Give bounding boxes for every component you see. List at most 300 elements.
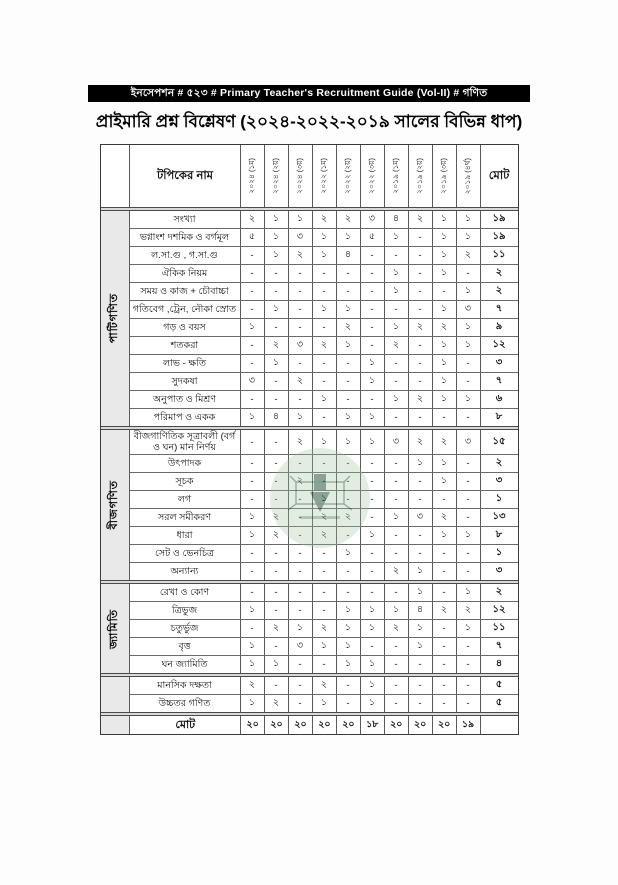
count-cell: ১ [409,620,433,637]
topic-cell: সরল সমীকরণ [130,509,241,526]
count-cell: - [409,265,433,282]
count-cell: - [409,491,433,508]
table-row [130,527,518,545]
count-cell: - [433,584,457,601]
grand-total-cell: ২০ [433,716,457,734]
count-cell: - [337,265,361,282]
count-cell: ১ [433,527,457,544]
count-cell: ২ [457,602,481,619]
topic-cell: ঐকিক নিয়ম [130,265,241,282]
count-cell: ২ [433,319,457,336]
count-cell: - [409,695,433,712]
count-cell: ২ [313,620,337,637]
count-cell: ১ [265,229,289,246]
count-cell: ১ [337,602,361,619]
count-cell: ১ [457,319,481,336]
count-cell: - [241,430,265,454]
count-cell: ১ [385,319,409,336]
count-cell: - [433,638,457,655]
count-cell: - [457,677,481,694]
count-cell: - [313,602,337,619]
count-cell: - [433,491,457,508]
topic-cell: গড় ও বয়স [130,319,241,336]
column-header [361,145,385,207]
count-cell: ১ [289,211,313,228]
count-cell: - [265,584,289,601]
table-row [130,283,518,301]
count-cell: ১ [361,527,385,544]
count-cell: - [361,584,385,601]
topic-cell: চতুর্ভুজ [130,620,241,637]
count-cell: - [289,656,313,673]
corner-cell [101,145,131,207]
count-cell: - [337,677,361,694]
count-cell: ১ [361,695,385,712]
analysis-table [100,144,519,735]
count-cell: ১ [265,247,289,264]
count-cell: ২ [289,473,313,490]
topic-cell: লগ [130,491,241,508]
table-row [130,455,518,473]
count-cell: - [265,265,289,282]
row-total-cell: ১১ [492,249,506,260]
count-cell: ১ [361,355,385,372]
count-cell: - [265,473,289,490]
column-header-label: ২০২২ (২য়) [343,158,353,194]
table-row [130,620,518,638]
count-cell: ১ [337,229,361,246]
count-cell: ১ [265,211,289,228]
count-cell: ৫ [361,229,385,246]
count-cell: ১ [313,391,337,408]
topic-cell: উৎপাদক [130,455,241,472]
count-cell: ১ [409,455,433,472]
topic-cell: পরিমাপ ও একক [130,409,241,426]
topic-cell: বীজগাণিতিক সূত্রাবলী (বর্গ ও ঘন) মান নির্ণয় [130,430,241,454]
count-cell: - [433,620,457,637]
count-cell: ২ [385,337,409,354]
grand-total-cell: ২০ [241,716,265,734]
column-header-label: ২০২৪ (৩য়) [295,158,305,194]
row-total-cell: ৪ [495,658,503,669]
row-total-cell: ৭ [495,375,503,386]
count-cell: - [337,355,361,372]
count-cell: - [337,391,361,408]
section-label-text: পাটিগণিত [108,293,120,344]
grand-total-cell: ২০ [289,716,313,734]
count-cell: ২ [409,319,433,336]
topic-cell: সূচক [130,473,241,490]
count-cell: ১ [385,265,409,282]
row-total-cell: ৫ [495,679,503,690]
row-total-cell: ১৯ [492,213,506,224]
count-cell: ৫ [241,229,265,246]
count-cell: - [457,265,481,282]
column-header [385,145,409,207]
count-cell: - [457,473,481,490]
count-cell: ১ [361,620,385,637]
row-total-cell: ১১ [492,622,506,633]
count-cell: - [289,545,313,562]
topic-section [101,584,518,673]
count-cell: - [457,563,481,580]
count-cell: - [457,638,481,655]
count-cell: - [433,563,457,580]
count-cell: ১ [337,620,361,637]
grand-total-cell: ২০ [313,716,337,734]
count-cell: ১ [385,509,409,526]
section-label [101,430,130,580]
table-row [130,509,518,527]
table-row [130,563,518,580]
column-header [409,145,433,207]
count-cell: ১ [313,491,337,508]
count-cell: ১ [457,584,481,601]
grand-total-cell: ২০ [385,716,409,734]
count-cell: ২ [241,677,265,694]
count-cell: ৩ [361,211,385,228]
count-cell: - [409,355,433,372]
count-cell: - [241,301,265,318]
column-header-label: ২০২২ (১ম) [319,158,329,194]
section-label [101,677,130,712]
count-cell: - [361,509,385,526]
count-cell: - [385,473,409,490]
count-cell: ১ [241,509,265,526]
count-cell: - [409,473,433,490]
count-cell: - [385,638,409,655]
count-cell: - [289,455,313,472]
count-cell: ১ [433,455,457,472]
section-label [101,211,130,426]
count-cell: - [241,563,265,580]
column-header-label: ২০১৯ (৪র্থ) [463,157,473,195]
count-cell: ১ [361,409,385,426]
column-header-label: ২০২৪ (১ম) [247,158,257,194]
count-cell: - [265,373,289,390]
table-row [130,677,518,695]
count-cell: ১ [337,656,361,673]
count-cell: ১ [385,229,409,246]
count-cell: ১ [337,638,361,655]
count-cell: ১ [241,602,265,619]
count-cell: - [289,677,313,694]
table-row [130,638,518,656]
row-total-cell: ১৩ [492,511,506,522]
count-cell: - [289,491,313,508]
column-header-label: ২০২৪ (২য়) [271,158,281,194]
count-cell: - [313,584,337,601]
header-banner [88,85,530,102]
count-cell: ৪ [385,211,409,228]
section-rows [130,211,518,426]
count-cell: - [289,265,313,282]
count-cell: ২ [337,509,361,526]
row-total-cell: ৩ [495,475,503,486]
count-cell: ১ [361,373,385,390]
count-cell: ৪ [337,247,361,264]
topic-header: টপিকের নাম [130,145,240,207]
topic-cell: শতকরা [130,337,241,354]
count-cell: ১ [385,602,409,619]
count-cell: - [337,283,361,300]
count-cell: ১ [433,229,457,246]
count-cell: - [361,455,385,472]
count-cell: - [337,584,361,601]
count-cell: - [289,355,313,372]
count-cell: - [337,473,361,490]
section-rows [130,584,518,673]
count-cell: ১ [313,695,337,712]
count-cell: - [361,247,385,264]
topic-cell: উচ্চতর গণিত [130,695,241,712]
count-cell: - [289,301,313,318]
count-cell: - [289,695,313,712]
count-cell: - [361,473,385,490]
count-cell: - [337,527,361,544]
topic-cell: ভগ্নাংশ দশমিক ও বর্গমূল [130,229,241,246]
year-columns [241,145,481,207]
count-cell: ১ [433,355,457,372]
count-cell: - [337,373,361,390]
count-cell: ১ [457,211,481,228]
count-cell: - [385,409,409,426]
topic-cell: লাভ - ক্ষতি [130,355,241,372]
banner-text: ইনসেপশন # ৫২৩ # Primary Teacher's Recruitment Guide (Vol-II) # গণিত [130,87,488,99]
count-cell: ২ [433,602,457,619]
count-cell: - [361,563,385,580]
section-label-text: বীজগণিত [108,480,120,530]
count-cell: - [241,283,265,300]
count-cell: - [241,247,265,264]
row-total-cell: ৮ [495,411,503,422]
count-cell: ১ [361,677,385,694]
count-cell: - [409,656,433,673]
count-cell: ১ [313,430,337,454]
count-cell: - [241,473,265,490]
row-total-cell: ৫ [495,697,503,708]
row-total-cell: ৯ [495,321,503,332]
count-cell: ১ [433,473,457,490]
count-cell: ২ [409,391,433,408]
count-cell: ১ [265,301,289,318]
count-cell: ২ [433,430,457,454]
total-row-corner [101,716,131,734]
count-cell: ১ [457,527,481,544]
grand-total-row [101,716,518,734]
count-cell: ৩ [289,337,313,354]
count-cell: ১ [289,620,313,637]
count-cell: ২ [265,337,289,354]
count-cell: - [361,283,385,300]
count-cell: ২ [313,337,337,354]
count-cell: - [361,265,385,282]
row-total-cell: ৭ [495,640,503,651]
count-cell: ১ [361,430,385,454]
count-cell: - [289,391,313,408]
count-cell: - [457,509,481,526]
count-cell: ২ [385,563,409,580]
row-total-cell: ২ [495,267,503,278]
count-cell: - [313,455,337,472]
count-cell: - [289,602,313,619]
count-cell: - [241,355,265,372]
count-cell: ২ [265,620,289,637]
count-cell: - [313,283,337,300]
count-cell: - [457,373,481,390]
topic-cell: সুদকষা [130,373,241,390]
count-cell: ২ [385,620,409,637]
count-cell: - [289,527,313,544]
count-cell: ২ [337,211,361,228]
table-row [130,229,518,247]
column-header [337,145,361,207]
count-cell: ১ [433,265,457,282]
count-cell: ১ [241,656,265,673]
count-cell: ২ [265,509,289,526]
count-cell: - [265,638,289,655]
count-cell: - [361,491,385,508]
count-cell: - [313,373,337,390]
count-cell: - [361,391,385,408]
count-cell: - [385,373,409,390]
count-cell: ১ [241,695,265,712]
count-cell: ২ [433,509,457,526]
table-row [130,265,518,283]
count-cell: - [409,283,433,300]
row-total-cell: ২ [495,586,503,597]
count-cell: - [409,247,433,264]
count-cell: ২ [265,695,289,712]
count-cell: ১ [385,283,409,300]
count-cell: - [265,391,289,408]
row-total-cell: ২ [495,457,503,468]
count-cell: ২ [265,527,289,544]
table-row [130,656,518,673]
count-cell: ১ [313,638,337,655]
count-cell: - [337,455,361,472]
count-cell: - [313,563,337,580]
topic-cell: অনুপাত ও মিশ্রণ [130,391,241,408]
count-cell: - [433,409,457,426]
count-cell: ৩ [457,301,481,318]
count-cell: - [265,545,289,562]
count-cell: ৩ [289,638,313,655]
count-cell: - [385,545,409,562]
topic-cell: গতিবেগ ,ট্রেন, নৌকা স্রোত [130,301,241,318]
topic-cell: মানসিক দক্ষতা [130,677,241,694]
count-cell: - [409,545,433,562]
row-total-cell: ৮ [495,529,503,540]
row-total-cell: ১ [495,547,503,558]
row-total-cell: ১ [495,493,503,504]
count-cell: - [265,283,289,300]
table-row [130,409,518,426]
column-header-label: ২০১৯ (২য়) [415,158,425,194]
topic-cell: ল.সা.গু , গ.সা.গু [130,247,241,264]
count-cell: - [289,563,313,580]
row-total-cell: ৭ [495,303,503,314]
count-cell: ৩ [457,430,481,454]
topic-section [101,211,518,426]
count-cell: - [361,638,385,655]
count-cell: - [241,584,265,601]
row-total-cell: ৩ [495,565,503,576]
table-row [130,584,518,602]
column-header [241,145,265,207]
topic-cell: সময় ও কাজ + চৌবাচ্চা [130,283,241,300]
column-header [289,145,313,207]
count-cell: ১ [313,301,337,318]
grand-total-cell: ২০ [337,716,361,734]
count-cell: - [433,695,457,712]
count-cell: - [457,455,481,472]
count-cell: ১ [433,337,457,354]
page [0,85,618,735]
count-cell: ১ [241,319,265,336]
count-cell: - [289,319,313,336]
count-cell: ২ [313,527,337,544]
count-cell: ১ [457,337,481,354]
count-cell: ৩ [409,509,433,526]
count-cell: - [289,584,313,601]
table-row [130,355,518,373]
column-header-label: ২০১৯ (৩য়) [439,158,449,194]
count-cell: ১ [241,409,265,426]
table-body [101,207,518,734]
count-cell: ২ [289,247,313,264]
count-cell: - [457,491,481,508]
count-cell: - [241,265,265,282]
count-cell: - [361,319,385,336]
count-cell: - [289,509,313,526]
count-cell: - [337,695,361,712]
table-row [130,319,518,337]
count-cell: - [409,229,433,246]
topic-cell: সেট ও ভেনচিত্র [130,545,241,562]
row-total-cell: ৩ [495,357,503,368]
row-total-cell: ১৯ [492,231,506,242]
count-cell: ১ [433,391,457,408]
column-header [457,145,481,207]
grand-total-cell: ১৮ [361,716,385,734]
count-cell: - [457,409,481,426]
count-cell: - [385,584,409,601]
count-cell: ১ [457,620,481,637]
count-cell: - [457,355,481,372]
count-cell: ১ [241,527,265,544]
count-cell: - [289,283,313,300]
count-cell: ২ [337,319,361,336]
column-header [313,145,337,207]
count-cell: - [241,391,265,408]
count-cell: ১ [385,391,409,408]
count-cell: - [409,409,433,426]
count-cell: ১ [361,656,385,673]
table-row [130,545,518,563]
column-header-label: ২০২২ (৩য়) [367,158,377,194]
topic-cell: ত্রিভুজ [130,602,241,619]
count-cell: ৩ [241,373,265,390]
count-cell: ১ [409,563,433,580]
count-cell: - [385,355,409,372]
count-cell: ১ [337,337,361,354]
count-cell: ১ [433,247,457,264]
count-cell: ২ [241,211,265,228]
grand-total-cell: ২০ [265,716,289,734]
count-cell: - [385,301,409,318]
grand-total-label: মোট [130,716,241,734]
